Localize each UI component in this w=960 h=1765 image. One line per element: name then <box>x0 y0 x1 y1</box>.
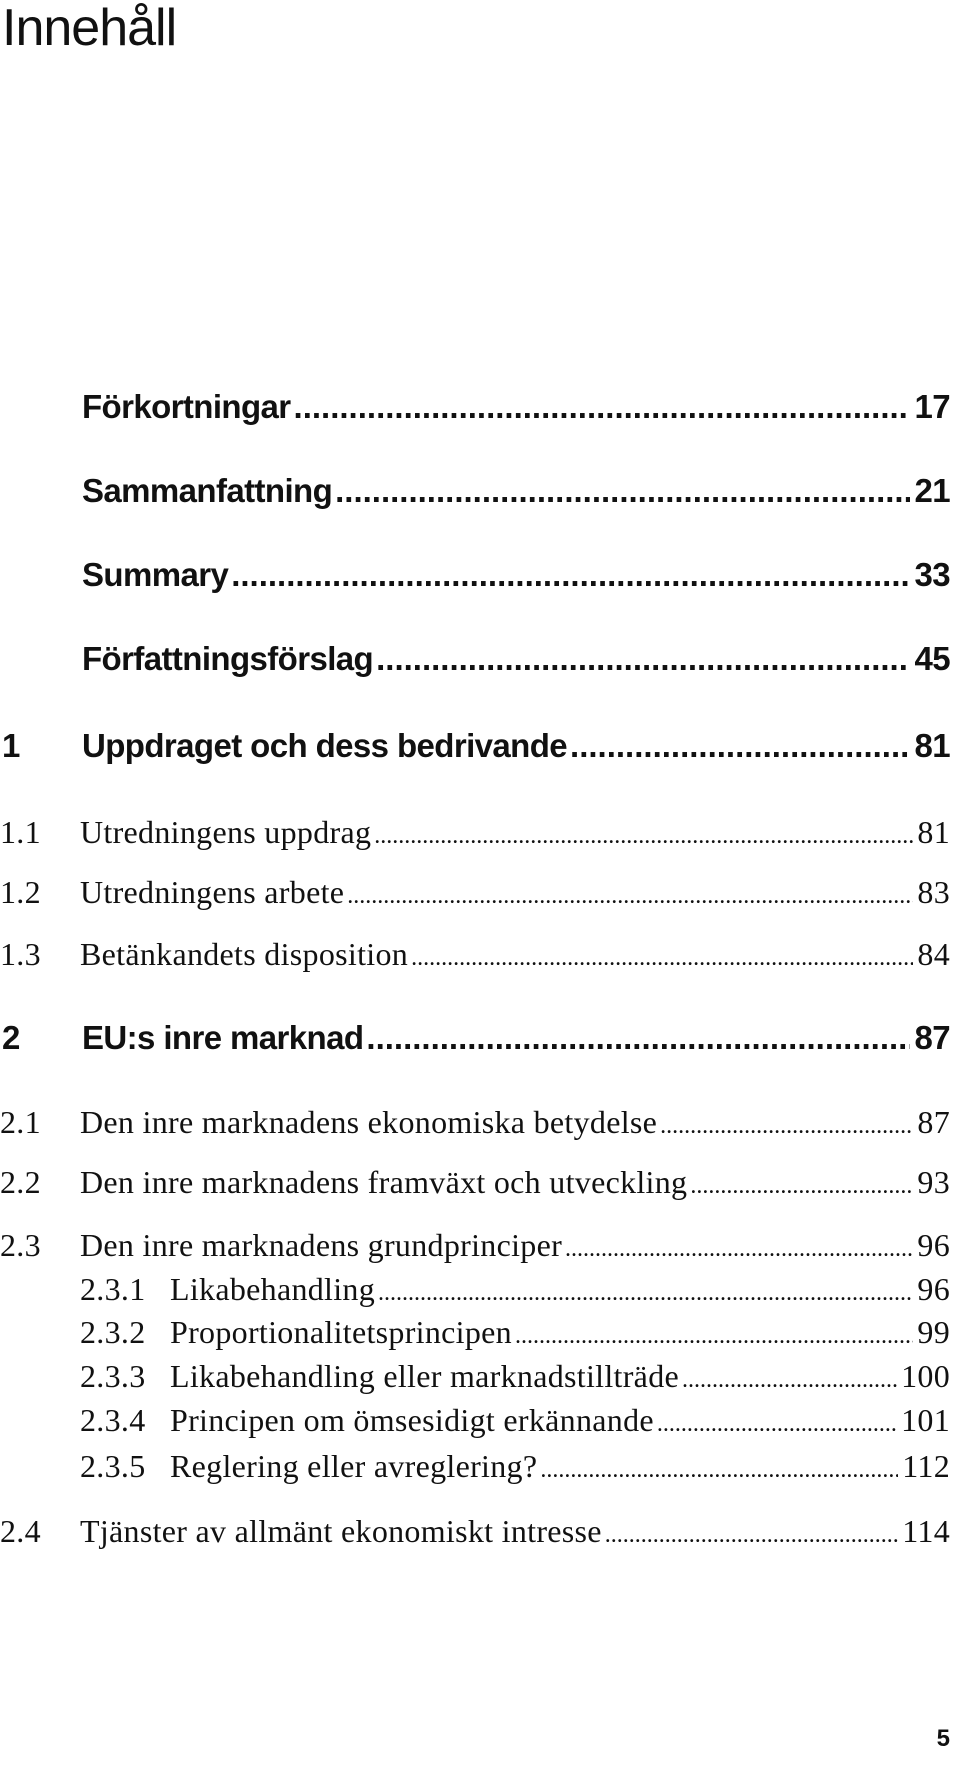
dot-leader <box>605 1522 898 1549</box>
dot-leader <box>378 1280 913 1307</box>
toc-entry-title: Utredningens uppdrag <box>80 814 372 850</box>
toc-entry[interactable] <box>0 472 950 516</box>
dot-leader <box>335 472 910 510</box>
toc-entry[interactable] <box>0 1448 950 1492</box>
toc-entry-title: Den inre marknadens framväxt och utveckling <box>80 1164 688 1200</box>
toc-entry-page: 96 <box>917 1227 950 1263</box>
toc-entry-page: 33 <box>914 556 950 593</box>
toc-entry-page: 81 <box>914 727 950 764</box>
dot-leader <box>347 883 913 910</box>
toc-entry[interactable] <box>0 1402 950 1446</box>
toc-entry-page: 84 <box>917 936 950 972</box>
toc-entry-title: Den inre marknadens grundprinciper <box>80 1227 563 1263</box>
toc-entry-number: 1.2 <box>0 874 41 910</box>
toc-entry[interactable] <box>0 1019 950 1063</box>
toc-entry-number: 2.4 <box>0 1513 41 1549</box>
toc-entry[interactable] <box>0 1271 950 1315</box>
dot-leader <box>690 1173 913 1200</box>
toc-entry-title: Förkortningar <box>82 388 291 425</box>
toc-entry-number: 2.3 <box>0 1227 41 1263</box>
toc-entry-title: Den inre marknadens ekonomiska betydelse <box>80 1104 658 1140</box>
dot-leader <box>660 1113 913 1140</box>
toc-entry[interactable] <box>0 1314 950 1358</box>
toc-entry-page: 81 <box>917 814 950 850</box>
dot-leader <box>231 556 910 594</box>
toc-entry-title: Summary <box>82 556 229 593</box>
toc-entry[interactable] <box>0 1513 950 1557</box>
toc-entry[interactable] <box>0 874 950 918</box>
dot-leader <box>376 640 910 678</box>
page-title: Innehåll <box>2 0 177 57</box>
toc-entry-number: 2.3.2 <box>80 1314 146 1350</box>
toc-entry[interactable] <box>0 936 950 980</box>
page-number: 5 <box>936 1725 950 1752</box>
dot-leader <box>565 1236 913 1263</box>
dot-leader <box>366 1019 910 1057</box>
toc-entry[interactable] <box>0 640 950 684</box>
toc-entry-title: Betänkandets disposition <box>80 936 409 972</box>
toc-entry-title: Uppdraget och dess bedrivande <box>82 727 568 764</box>
toc-entry-title: Författningsförslag <box>82 640 374 677</box>
toc-entry-number: 2.3.5 <box>80 1448 146 1484</box>
toc-entry[interactable] <box>0 556 950 600</box>
toc-entry[interactable] <box>0 1227 950 1271</box>
toc-entry[interactable] <box>0 388 950 432</box>
toc-entry-number: 1.3 <box>0 936 41 972</box>
toc-entry-number: 1 <box>2 727 20 764</box>
toc-entry-number: 1.1 <box>0 814 41 850</box>
toc-entry-page: 17 <box>914 388 950 425</box>
toc-entry-page: 99 <box>917 1314 950 1350</box>
toc-entry-number: 2.3.4 <box>80 1402 146 1438</box>
toc-entry[interactable] <box>0 814 950 858</box>
dot-leader <box>540 1457 898 1484</box>
toc-entry-title: Tjänster av allmänt ekonomiskt intresse <box>80 1513 602 1549</box>
toc-entry-number: 2 <box>2 1019 20 1056</box>
dot-leader <box>411 945 913 972</box>
toc-entry-page: 83 <box>917 874 950 910</box>
toc-entry-page: 100 <box>901 1358 950 1394</box>
toc-entry-page: 87 <box>914 1019 950 1056</box>
toc-entry-number: 2.1 <box>0 1104 41 1140</box>
toc-entry[interactable] <box>0 1164 950 1208</box>
dot-leader <box>682 1367 897 1394</box>
toc-entry-title: Principen om ömsesidigt erkännande <box>170 1402 654 1438</box>
toc-entry[interactable] <box>0 1358 950 1402</box>
dot-leader <box>657 1411 897 1438</box>
toc-entry-page: 114 <box>902 1513 950 1549</box>
toc-entry-title: EU:s inre marknad <box>82 1019 364 1056</box>
toc-entry-number: 2.3.1 <box>80 1271 146 1307</box>
toc-entry-title: Likabehandling <box>170 1271 376 1307</box>
toc-entry[interactable] <box>0 1104 950 1148</box>
dot-leader <box>294 388 911 426</box>
toc-entry-page: 96 <box>917 1271 950 1307</box>
toc-entry-title: Sammanfattning <box>82 472 333 509</box>
dot-leader <box>570 727 910 765</box>
toc-entry-page: 87 <box>917 1104 950 1140</box>
toc-entry-page: 112 <box>902 1448 950 1484</box>
toc-entry-page: 45 <box>914 640 950 677</box>
dot-leader <box>374 823 913 850</box>
toc-entry-number: 2.2 <box>0 1164 41 1200</box>
toc-entry-page: 93 <box>917 1164 950 1200</box>
toc-entry-title: Likabehandling eller marknadstillträde <box>170 1358 679 1394</box>
dot-leader <box>515 1323 913 1350</box>
toc-entry-title: Utredningens arbete <box>80 874 345 910</box>
toc-entry-page: 101 <box>901 1402 950 1438</box>
toc-entry-title: Reglering eller avreglering? <box>170 1448 538 1484</box>
toc-entry-title: Proportionalitetsprincipen <box>170 1314 512 1350</box>
toc-entry-number: 2.3.3 <box>80 1358 146 1394</box>
toc-entry-page: 21 <box>914 472 950 509</box>
toc-entry[interactable] <box>0 727 950 771</box>
